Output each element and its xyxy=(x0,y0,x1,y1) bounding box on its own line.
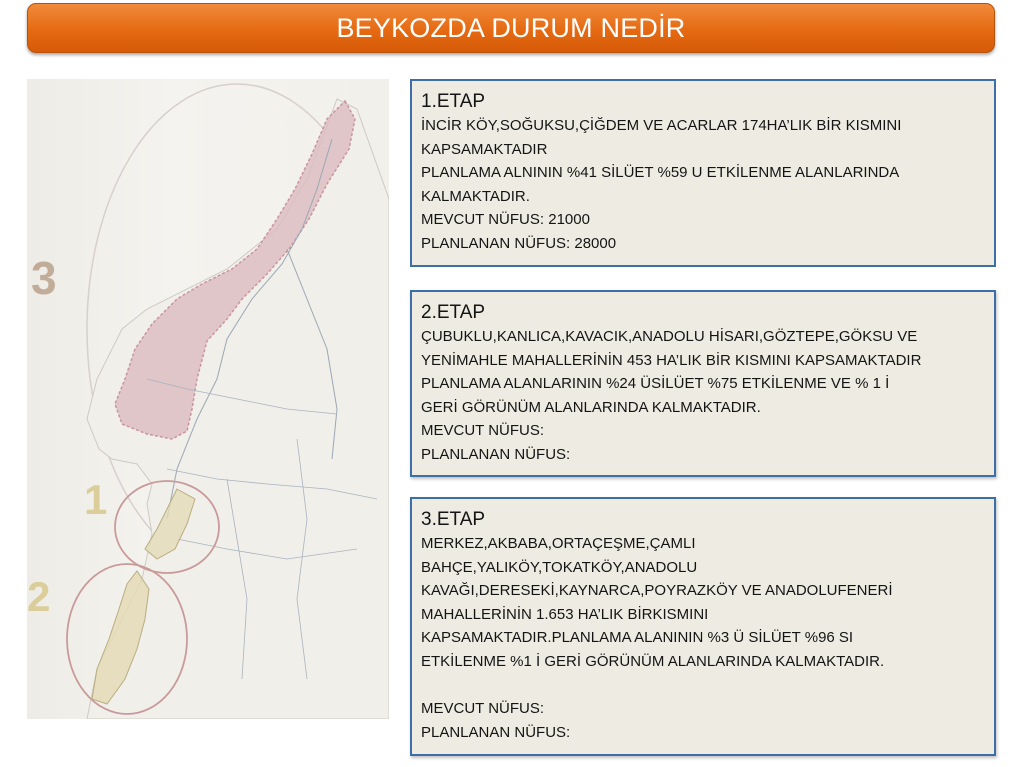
etap-1-line: KALMAKTADIR. xyxy=(421,187,530,205)
map-drawing xyxy=(27,79,389,719)
etap-3-line: BAHÇE,YALIKÖY,TOKATKÖY,ANADOLU xyxy=(421,558,698,576)
etap-3-planned-population: PLANLANAN NÜFUS: xyxy=(421,723,571,741)
map-label-1: 1 xyxy=(84,476,108,523)
etap-3-title: 3.ETAP xyxy=(421,509,486,530)
etap-3-line: ETKİLENME %1 İ GERİ GÖRÜNÜM ALANLARINDA KALMAKTADIR. xyxy=(421,652,885,670)
etap-1-line: PLANLAMA ALNININ %41 SİLÜET %59 U ETKİLENME ALANLARINDA xyxy=(421,164,900,182)
etap-3-line: KAVAĞI,DERESEKİ,KAYNARCA,POYRAZKÖY VE ANADOLUFENERİ xyxy=(421,582,893,600)
etap-2-current-population: MEVCUT NÜFUS: xyxy=(421,422,545,440)
etap-2-planned-population: PLANLANAN NÜFUS: xyxy=(421,445,571,463)
etap-3-current-population: MEVCUT NÜFUS: xyxy=(421,700,545,718)
etap-3-box xyxy=(410,497,996,756)
etap-3-line: KAPSAMAKTADIR.PLANLAMA ALANININ %3 Ü SİLÜET %96 SI xyxy=(421,629,854,647)
etap-3-line: MERKEZ,AKBABA,ORTAÇEŞME,ÇAMLI xyxy=(421,535,696,552)
etap-2-line: ÇUBUKLU,KANLICA,KAVACIK,ANADOLU HİSARI,GÖZTEPE,GÖKSU VE xyxy=(421,328,918,345)
etap-2-line: GERİ GÖRÜNÜM ALANLARINDA KALMAKTADIR. xyxy=(421,398,761,416)
etap-2-title: 2.ETAP xyxy=(421,302,486,323)
etap-1-title: 1.ETAP xyxy=(421,91,486,112)
etap-1-box xyxy=(410,79,996,267)
etap-1-current-population: MEVCUT NÜFUS: 21000 xyxy=(421,211,590,229)
etap-2-line: PLANLAMA ALANLARININ %24 ÜSİLÜET %75 ETKİLENME VE % 1 İ xyxy=(421,375,890,393)
page-title: BEYKOZDA DURUM NEDİR xyxy=(336,12,686,43)
etap-1-line: İNCİR KÖY,SOĞUKSU,ÇİĞDEM VE ACARLAR 174HA’LIK BİR KISMINI xyxy=(421,117,902,134)
etap-3-spacer xyxy=(421,674,983,698)
etap-2-line: YENİMAHLE MAHALLERİNİN 453 HA’LIK BİR KISMINI KAPSAMAKTADIR xyxy=(421,351,922,369)
etap-2-box xyxy=(410,290,996,477)
map-label-2: 2 xyxy=(27,573,51,620)
etap-3-line: MAHALLERİNİN 1.653 HA’LIK BİRKISMINI xyxy=(421,605,709,623)
map-label-3: 3 xyxy=(31,252,57,304)
etap-1-line: KAPSAMAKTADIR xyxy=(421,140,548,158)
etap-1-planned-population: PLANLANAN NÜFUS: 28000 xyxy=(421,234,617,252)
district-map xyxy=(27,79,389,719)
title-banner xyxy=(27,3,995,53)
